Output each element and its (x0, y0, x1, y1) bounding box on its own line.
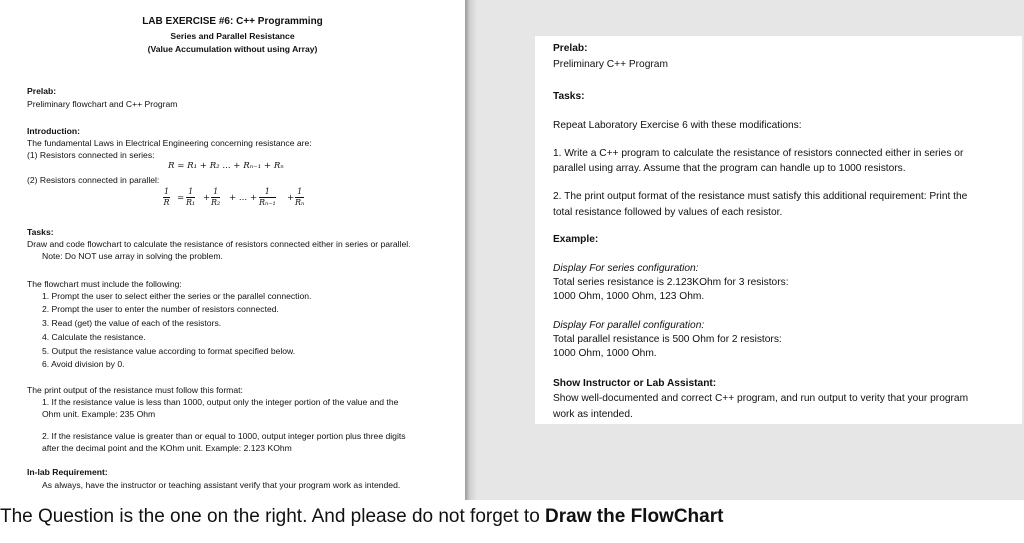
caption-text: The Question is the one on the right. And please do not forget to (0, 506, 546, 527)
flowchart-item: 2. Prompt the user to enter the number of resistors connected. (42, 304, 279, 314)
fraction-denominator: Rₙ₋₁ (259, 198, 276, 207)
parallel-label: (2) Resistors connected in parallel: (27, 175, 160, 185)
plus-sign: + (203, 193, 211, 203)
parallel-display-line-1: Total parallel resistance is 500 Ohm for 2 resistors: (553, 334, 782, 345)
format-rule-2: 2. If the resistance value is greater than or equal to 1000, output integer portion plus three digits (42, 431, 406, 441)
parallel-display-title: Display For parallel configuration: (553, 320, 705, 331)
format-rule-1-cont: Ohm unit. Example: 235 Ohm (42, 409, 156, 419)
format-rule-2-cont: after the decimal point and the KOhm unit. Example: 2.123 KOhm (42, 443, 292, 453)
fraction-denominator: R (163, 198, 170, 207)
flowchart-item: 6. Avoid division by 0. (42, 359, 125, 369)
show-heading: Show Instructor or Lab Assistant: (553, 378, 717, 389)
show-line-1: Show well-documented and correct C++ program, and run output to verity that your program (553, 393, 969, 404)
prelab-text: Preliminary flowchart and C++ Program (27, 99, 178, 109)
series-display-line-2: 1000 Ohm, 1000 Ohm, 123 Ohm. (553, 291, 705, 302)
series-label: (1) Resistors connected in series: (27, 150, 155, 160)
flowchart-item: 3. Read (get) the value of each of the resistors. (42, 318, 222, 328)
fraction-lhs (163, 187, 170, 208)
lab-title: LAB EXERCISE #6: C++ Programming (142, 16, 323, 27)
intro-text: The fundamental Laws in Electrical Engineering concerning resistance are: (27, 138, 312, 148)
prelab-text: Preliminary C++ Program (553, 59, 668, 70)
fraction-numerator: 1 (259, 187, 276, 198)
fraction-term-4 (295, 187, 304, 208)
fraction-term-1 (186, 187, 195, 208)
fraction-denominator: R₁ (186, 198, 196, 207)
task-item-1-cont: parallel using array. Assume that the program can handle up to 1000 resistors. (553, 163, 906, 174)
parallel-display-line-2: 1000 Ohm, 1000 Ohm. (553, 348, 657, 359)
prelab-heading: Prelab: (553, 43, 588, 54)
fraction-denominator: Rₙ (295, 198, 305, 207)
fraction-numerator: 1 (186, 187, 195, 198)
fraction-numerator: 1 (164, 187, 170, 196)
flowchart-intro: The flowchart must include the following: (27, 279, 182, 289)
fraction-numerator: 1 (295, 187, 304, 198)
tasks-note: Note: Do NOT use array in solving the problem. (42, 251, 223, 261)
flowchart-item: 1. Prompt the user to select either the series or the parallel connection. (42, 291, 312, 301)
flowchart-item: 4. Calculate the resistance. (42, 332, 146, 342)
right-page-card (535, 36, 1022, 424)
tasks-text: Draw and code flowchart to calculate the resistance of resistors connected either in series or parallel. (27, 239, 411, 249)
flowchart-item: 5. Output the resistance value according to format specified below. (42, 346, 296, 356)
tasks-heading: Tasks: (553, 91, 585, 102)
tasks-heading: Tasks: (27, 227, 54, 237)
fraction-term-2 (211, 187, 220, 208)
caption-bold-text: Draw the FlowChart (545, 506, 724, 527)
ellipsis-sign: + ... + (229, 193, 258, 203)
inlab-heading: In-lab Requirement: (27, 467, 108, 477)
inlab-text: As always, have the instructor or teaching assistant verify that your program work as intended. (42, 480, 401, 490)
plus-sign: + (287, 193, 295, 203)
question-caption (0, 504, 723, 530)
fraction-denominator: R₂ (211, 198, 221, 207)
series-display-line-1: Total series resistance is 2.123KOhm for 3 resistors: (553, 277, 789, 288)
left-document-page (0, 0, 465, 500)
task-item-1: 1. Write a C++ program to calculate the resistance of resistors connected either in series or (553, 148, 964, 159)
show-line-2: work as intended. (553, 409, 633, 420)
right-document-page (477, 0, 1024, 500)
equals-sign: = (177, 193, 185, 203)
prelab-heading: Prelab: (27, 86, 57, 96)
lab-subtitle-2: (Value Accumulation without using Array) (147, 44, 318, 54)
series-formula: R = R₁ + R₂ ... + Rₙ₋₁ + Rₙ (168, 161, 284, 171)
intro-heading: Introduction: (27, 126, 80, 136)
tasks-text: Repeat Laboratory Exercise 6 with these modifications: (553, 120, 802, 131)
fraction-numerator: 1 (211, 187, 220, 198)
format-intro: The print output of the resistance must follow this format: (27, 385, 243, 395)
page-divider-shadow (465, 0, 477, 500)
fraction-term-3 (259, 187, 276, 208)
task-item-2: 2. The print output format of the resistance must satisfy this additional requirement: Print the (553, 191, 968, 202)
format-rule-1: 1. If the resistance value is less than 1000, output only the integer portion of the value and the (42, 397, 399, 407)
example-heading: Example: (553, 234, 599, 245)
task-item-2-cont: total resistance followed by values of each resistor. (553, 207, 783, 218)
series-display-title: Display For series configuration: (553, 263, 699, 274)
lab-subtitle: Series and Parallel Resistance (170, 31, 295, 41)
